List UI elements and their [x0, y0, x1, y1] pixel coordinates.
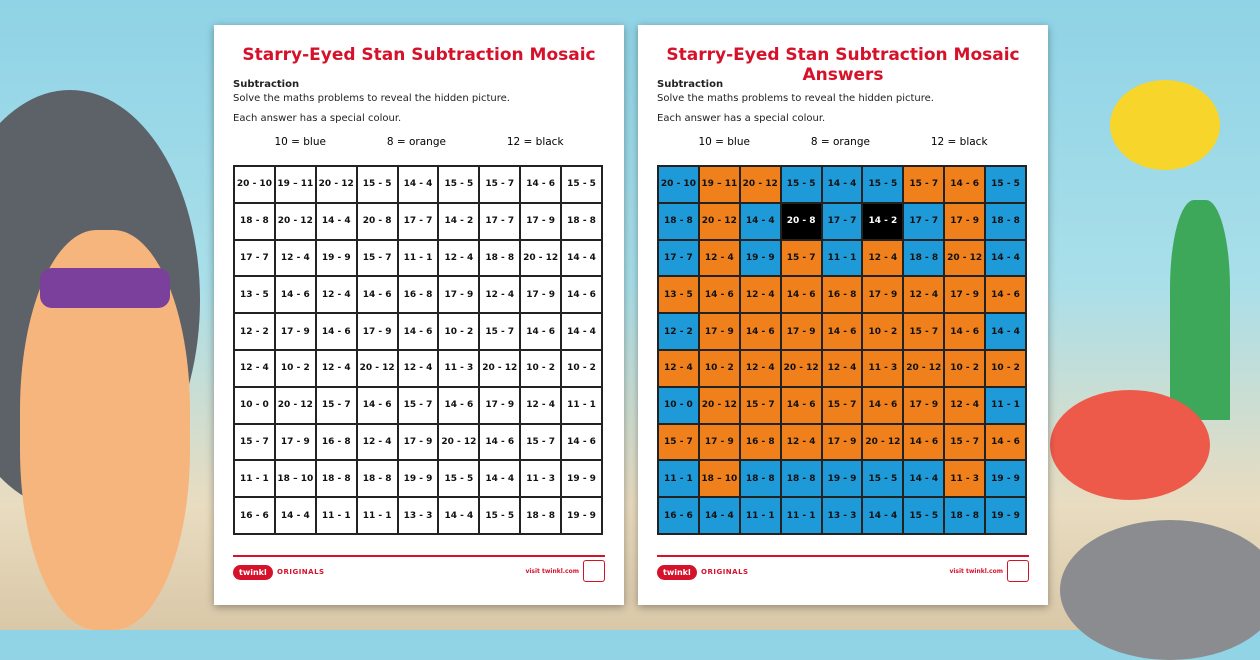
mosaic-cell: 11 - 1: [985, 387, 1026, 424]
mosaic-cell: 14 - 4: [985, 240, 1026, 277]
mosaic-cell: 14 - 6: [903, 424, 944, 461]
note-text: Each answer has a special colour.: [657, 113, 826, 124]
mosaic-cell: 12 - 4: [903, 276, 944, 313]
mosaic-cell: 18 – 10: [699, 460, 740, 497]
mosaic-cell: 15 - 7: [398, 387, 439, 424]
page-title: Starry-Eyed Stan Subtraction Mosaic: [242, 45, 596, 65]
mosaic-cell: 17 - 7: [903, 203, 944, 240]
mosaic-cell: 12 - 2: [658, 313, 699, 350]
mosaic-cell: 15 - 7: [479, 166, 520, 203]
twinkl-logo: twinkl: [233, 565, 273, 580]
mosaic-cell: 10 - 2: [561, 350, 602, 387]
mosaic-cell: 12 - 4: [740, 276, 781, 313]
mosaic-cell: 17 - 9: [520, 203, 561, 240]
mosaic-cell: 14 - 4: [903, 460, 944, 497]
mosaic-cell: 14 - 4: [862, 497, 903, 534]
mosaic-cell: 17 - 7: [398, 203, 439, 240]
mosaic-cell: 15 - 5: [561, 166, 602, 203]
mosaic-cell: 20 - 12: [520, 240, 561, 277]
mosaic-cell: 14 - 6: [985, 424, 1026, 461]
mosaic-cell: 19 – 11: [275, 166, 316, 203]
mosaic-cell: 11 - 1: [658, 460, 699, 497]
mosaic-cell: 16 - 6: [658, 497, 699, 534]
worksheet-page: [214, 25, 624, 605]
mosaic-cell: 17 - 9: [357, 313, 398, 350]
mosaic-cell: 14 - 6: [316, 313, 357, 350]
mosaic-cell: 20 - 12: [438, 424, 479, 461]
mosaic-cell: 20 - 8: [781, 203, 822, 240]
mosaic-cell: 10 - 0: [234, 387, 275, 424]
footer: [233, 555, 605, 585]
mosaic-cell: 16 - 8: [398, 276, 439, 313]
rock: [1060, 520, 1260, 660]
note-text: Each answer has a special colour.: [233, 113, 402, 124]
mosaic-cell: 15 - 7: [316, 387, 357, 424]
mosaic-cell: 14 - 6: [438, 387, 479, 424]
mosaic-cell: 18 - 8: [520, 497, 561, 534]
mosaic-cell: 14 - 4: [699, 497, 740, 534]
mosaic-grid: [657, 165, 1027, 535]
mosaic-cell: 12 - 4: [658, 350, 699, 387]
mosaic-cell: 14 - 6: [944, 313, 985, 350]
mosaic-cell: 14 - 6: [944, 166, 985, 203]
section-heading: Subtraction: [233, 79, 300, 90]
mosaic-cell: 13 - 3: [822, 497, 863, 534]
mosaic-cell: 14 - 6: [740, 313, 781, 350]
mosaic-cell: 16 - 8: [822, 276, 863, 313]
mosaic-cell: 12 - 4: [479, 276, 520, 313]
mosaic-cell: 12 - 4: [438, 240, 479, 277]
originals-label: ORIGINALS: [701, 568, 749, 576]
mosaic-cell: 17 - 7: [479, 203, 520, 240]
answers-page: [638, 25, 1048, 605]
mosaic-cell: 20 - 12: [903, 350, 944, 387]
mosaic-cell: 18 – 10: [275, 460, 316, 497]
mosaic-cell: 14 - 4: [316, 203, 357, 240]
mosaic-cell: 20 - 12: [275, 387, 316, 424]
mosaic-cell: 14 - 6: [699, 276, 740, 313]
mosaic-cell: 18 - 8: [357, 460, 398, 497]
mosaic-cell: 17 - 9: [903, 387, 944, 424]
mosaic-cell: 14 - 4: [740, 203, 781, 240]
mosaic-cell: 10 - 2: [275, 350, 316, 387]
mosaic-grid: [233, 165, 603, 535]
mosaic-cell: 17 - 7: [822, 203, 863, 240]
mosaic-cell: 12 - 4: [398, 350, 439, 387]
mosaic-cell: 15 - 7: [520, 424, 561, 461]
seaweed: [1170, 200, 1230, 420]
mosaic-cell: 12 - 4: [822, 350, 863, 387]
mosaic-cell: 11 - 3: [862, 350, 903, 387]
mosaic-cell: 11 - 3: [944, 460, 985, 497]
mosaic-cell: 15 - 7: [357, 240, 398, 277]
mosaic-cell: 16 - 8: [740, 424, 781, 461]
key-item: 10 = blue: [274, 136, 326, 148]
mosaic-cell: 13 - 5: [234, 276, 275, 313]
mosaic-cell: 20 - 12: [699, 203, 740, 240]
mosaic-cell: 12 - 4: [316, 350, 357, 387]
mosaic-cell: 17 - 9: [398, 424, 439, 461]
mosaic-cell: 14 - 4: [561, 313, 602, 350]
mosaic-cell: 15 - 5: [862, 166, 903, 203]
twinkl-logo: twinkl: [657, 565, 697, 580]
mosaic-cell: 12 - 4: [699, 240, 740, 277]
mosaic-cell: 20 - 12: [740, 166, 781, 203]
mosaic-cell: 12 - 2: [234, 313, 275, 350]
mosaic-cell: 11 - 1: [561, 387, 602, 424]
mosaic-cell: 17 - 9: [479, 387, 520, 424]
mosaic-cell: 20 - 12: [699, 387, 740, 424]
mosaic-cell: 14 - 6: [985, 276, 1026, 313]
mosaic-cell: 10 - 2: [862, 313, 903, 350]
mosaic-cell: 14 - 4: [822, 166, 863, 203]
mosaic-cell: 15 - 5: [903, 497, 944, 534]
mosaic-cell: 15 - 5: [438, 460, 479, 497]
mosaic-cell: 15 - 7: [740, 387, 781, 424]
mosaic-cell: 19 - 9: [398, 460, 439, 497]
mosaic-cell: 15 - 5: [357, 166, 398, 203]
mosaic-cell: 20 - 12: [944, 240, 985, 277]
mosaic-cell: 15 - 5: [479, 497, 520, 534]
mosaic-cell: 10 - 2: [985, 350, 1026, 387]
mosaic-cell: 11 - 1: [357, 497, 398, 534]
website-link[interactable]: visit twinkl.com: [525, 568, 579, 575]
quality-badge-icon: [1007, 560, 1029, 582]
mosaic-cell: 11 - 1: [822, 240, 863, 277]
mosaic-cell: 18 - 8: [740, 460, 781, 497]
mosaic-cell: 13 - 3: [398, 497, 439, 534]
footer: [657, 555, 1029, 585]
mosaic-cell: 11 - 1: [398, 240, 439, 277]
mosaic-cell: 18 - 8: [781, 460, 822, 497]
mosaic-cell: 17 - 9: [944, 276, 985, 313]
mosaic-cell: 18 - 8: [479, 240, 520, 277]
page-title: Starry-Eyed Stan Subtraction Mosaic Answers: [666, 45, 1020, 85]
mosaic-cell: 12 - 4: [862, 240, 903, 277]
instruction-text: Solve the maths problems to reveal the hidden picture.: [233, 93, 510, 104]
mosaic-cell: 19 - 9: [740, 240, 781, 277]
mosaic-cell: 19 - 9: [561, 460, 602, 497]
mosaic-cell: 15 - 7: [822, 387, 863, 424]
mosaic-cell: 12 - 4: [357, 424, 398, 461]
mosaic-cell: 20 - 12: [316, 166, 357, 203]
mosaic-cell: 10 - 2: [520, 350, 561, 387]
mosaic-cell: 15 - 7: [781, 240, 822, 277]
mosaic-cell: 14 - 6: [357, 387, 398, 424]
mosaic-cell: 14 - 6: [479, 424, 520, 461]
mosaic-cell: 14 - 6: [781, 276, 822, 313]
mosaic-cell: 10 - 2: [438, 313, 479, 350]
mosaic-cell: 12 - 4: [520, 387, 561, 424]
mosaic-cell: 15 - 7: [658, 424, 699, 461]
mosaic-cell: 17 - 9: [781, 313, 822, 350]
mosaic-cell: 18 - 8: [234, 203, 275, 240]
mosaic-cell: 10 - 2: [944, 350, 985, 387]
mosaic-cell: 11 - 3: [520, 460, 561, 497]
mosaic-cell: 12 - 4: [234, 350, 275, 387]
mosaic-cell: 17 - 9: [822, 424, 863, 461]
mosaic-cell: 20 - 12: [479, 350, 520, 387]
mosaic-cell: 11 - 1: [740, 497, 781, 534]
mosaic-cell: 12 - 4: [740, 350, 781, 387]
sunglasses: [40, 268, 170, 308]
mosaic-cell: 17 - 7: [658, 240, 699, 277]
mosaic-cell: 20 - 8: [357, 203, 398, 240]
key-item: 12 = black: [506, 136, 564, 148]
quality-badge-icon: [583, 560, 605, 582]
originals-label: ORIGINALS: [277, 568, 325, 576]
mosaic-cell: 14 - 6: [357, 276, 398, 313]
mosaic-cell: 18 - 8: [985, 203, 1026, 240]
mosaic-cell: 11 - 1: [234, 460, 275, 497]
mosaic-cell: 12 - 4: [316, 276, 357, 313]
mosaic-cell: 18 - 8: [903, 240, 944, 277]
fish: [1110, 80, 1220, 170]
mosaic-cell: 17 - 9: [699, 424, 740, 461]
mosaic-cell: 15 - 7: [903, 166, 944, 203]
mosaic-cell: 20 - 12: [357, 350, 398, 387]
mosaic-cell: 17 - 9: [275, 313, 316, 350]
mosaic-cell: 12 - 4: [275, 240, 316, 277]
mosaic-cell: 15 - 7: [944, 424, 985, 461]
instruction-text: Solve the maths problems to reveal the hidden picture.: [657, 93, 934, 104]
mosaic-cell: 14 - 4: [479, 460, 520, 497]
mosaic-cell: 12 - 4: [781, 424, 822, 461]
mosaic-cell: 14 - 6: [862, 387, 903, 424]
mosaic-cell: 15 - 7: [234, 424, 275, 461]
mosaic-cell: 17 - 9: [699, 313, 740, 350]
mosaic-cell: 15 - 5: [781, 166, 822, 203]
mosaic-cell: 14 - 6: [822, 313, 863, 350]
mosaic-cell: 20 - 12: [275, 203, 316, 240]
key-item: 8 = orange: [386, 136, 446, 148]
mosaic-cell: 14 - 6: [275, 276, 316, 313]
mosaic-cell: 17 - 9: [275, 424, 316, 461]
website-link[interactable]: visit twinkl.com: [949, 568, 1003, 575]
mosaic-cell: 17 - 9: [944, 203, 985, 240]
mosaic-cell: 20 - 12: [781, 350, 822, 387]
mosaic-cell: 18 - 8: [658, 203, 699, 240]
mosaic-cell: 14 - 6: [561, 276, 602, 313]
mosaic-cell: 15 - 5: [438, 166, 479, 203]
mosaic-cell: 16 - 6: [234, 497, 275, 534]
mosaic-cell: 17 - 7: [234, 240, 275, 277]
mosaic-cell: 17 - 9: [520, 276, 561, 313]
mosaic-cell: 15 - 5: [985, 166, 1026, 203]
key-item: 10 = blue: [698, 136, 750, 148]
mosaic-cell: 19 - 9: [316, 240, 357, 277]
coral: [1050, 390, 1210, 500]
mosaic-cell: 15 - 7: [479, 313, 520, 350]
mosaic-cell: 19 – 11: [699, 166, 740, 203]
mosaic-cell: 11 - 3: [438, 350, 479, 387]
mosaic-cell: 14 - 4: [398, 166, 439, 203]
mosaic-cell: 15 - 5: [862, 460, 903, 497]
mosaic-cell: 14 - 2: [438, 203, 479, 240]
mosaic-cell: 14 - 6: [520, 166, 561, 203]
mosaic-cell: 10 - 0: [658, 387, 699, 424]
colour-key: [638, 136, 1048, 148]
mosaic-cell: 18 - 8: [316, 460, 357, 497]
mosaic-cell: 20 - 12: [862, 424, 903, 461]
mosaic-cell: 14 - 6: [398, 313, 439, 350]
mosaic-cell: 19 - 9: [822, 460, 863, 497]
mosaic-cell: 14 - 6: [520, 313, 561, 350]
mosaic-cell: 17 - 9: [438, 276, 479, 313]
mosaic-cell: 20 - 10: [658, 166, 699, 203]
key-item: 12 = black: [930, 136, 988, 148]
mosaic-cell: 14 - 4: [561, 240, 602, 277]
mosaic-cell: 13 - 5: [658, 276, 699, 313]
mosaic-cell: 12 - 4: [944, 387, 985, 424]
section-heading: Subtraction: [657, 79, 724, 90]
mosaic-cell: 20 - 10: [234, 166, 275, 203]
mosaic-cell: 17 - 9: [862, 276, 903, 313]
mosaic-cell: 14 - 4: [275, 497, 316, 534]
colour-key: [214, 136, 624, 148]
mosaic-cell: 19 - 9: [561, 497, 602, 534]
mosaic-cell: 14 - 4: [438, 497, 479, 534]
mosaic-cell: 16 - 8: [316, 424, 357, 461]
mosaic-cell: 15 - 7: [903, 313, 944, 350]
mosaic-cell: 18 - 8: [561, 203, 602, 240]
key-item: 8 = orange: [810, 136, 870, 148]
mosaic-cell: 19 - 9: [985, 460, 1026, 497]
mosaic-cell: 14 - 6: [781, 387, 822, 424]
mosaic-cell: 10 - 2: [699, 350, 740, 387]
mosaic-cell: 18 - 8: [944, 497, 985, 534]
mosaic-cell: 11 - 1: [781, 497, 822, 534]
mosaic-cell: 14 - 6: [561, 424, 602, 461]
mosaic-cell: 19 - 9: [985, 497, 1026, 534]
mosaic-cell: 14 - 2: [862, 203, 903, 240]
mosaic-cell: 14 - 4: [985, 313, 1026, 350]
mosaic-cell: 11 - 1: [316, 497, 357, 534]
